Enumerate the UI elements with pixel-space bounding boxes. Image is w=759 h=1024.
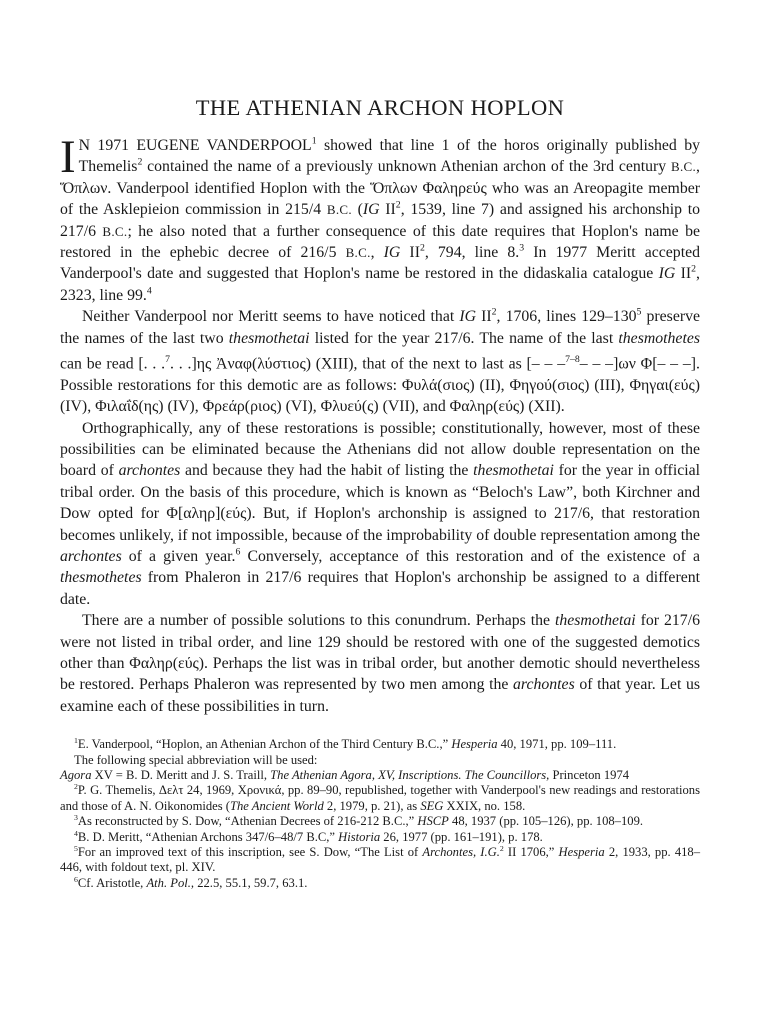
footnote-ref-1: 1 [311, 135, 317, 147]
footnote-ref-2: 2 [137, 157, 143, 169]
footnote-4: $^4$B. D. Meritt, “Athenian Archons 347/6–48/7 B.C,” Historia 26, 1977 (pp. 161–191), p. 178. [74, 828, 543, 844]
footnote-6: $^6$Cf. Aristotle, Ath. Pol., 22.5, 55.1, 59.7, 63.1. [74, 874, 308, 890]
footnote-1: $^1$E. Vanderpool, “Hoplon, an Athenian Archon of the Third Century B.C.,” Hesperia 40, 1971, pp. 109–111. [74, 736, 617, 752]
footnote-ref-5: 5 [636, 306, 642, 318]
footnote-ref-6: 6 [235, 546, 241, 558]
article-title: THE ATHENIAN ARCHON HOPLON [195, 95, 565, 120]
footnotes [60, 737, 700, 891]
footnote-ref-4: 4 [146, 285, 152, 297]
footnote-5: $^5$For an improved text of this inscription, see S. Dow, “The List of Archontes, I.G.$^2$ II 1706,” Hesperia 2, 1933, pp. 418–446, with foldout text, pl. XIV. [60, 843, 701, 875]
footnote-2: $^2$P. G. Themelis, Δελτ 24, 1969, Χρονικά, pp. 89–90, republished, together with Vanderpool's new readings and restorations and those of A. N. Oikonomides (The Ancient World 2, 1979, p. 21), as SEG XXIX, no. 158. [60, 782, 700, 813]
footnote-ref-3: 3 [519, 242, 525, 254]
paragraph-3: Orthographically, any of these restorations is possible; constitutionally, however, most of these possibilities can be eliminated because the Athenians did not allow double representation on the board of archontes and because they had the habit of listing the thesmothetai for the year in official tribal order. On the basis of this procedure, which is known as “Beloch's Law”, both Kirchner and Dow opted for Φ[αληρ](εύς). But, if Hoplon's archonship is assigned to 217/6, that restoration becomes unlikely, if not impossible, because of the improbability of double representation among the archontes of a given year.$^6$ Conversely, acceptance of this restoration and of the existence of a thesmothetes from Phaleron in 217/6 requires that Hoplon's archonship be assigned to a different date. [60, 419, 701, 608]
paragraph-1: I N 1971 EUGENE VANDERPOOL$^1$ showed that line 1 of the horos originally published by Themelis$^2$ contained the name of a previously unknown Athenian archon of the 3rd century B.C., Ὅπλων. Vanderpool identified Hoplon with the Ὅπλων Φαληρεύς who was an Areopagite member of the Asklepieion commission in 215/4 B.C. (IG $II^2$, 1539, line 7) and assigned his archonship to 217/6 B.C.; he also noted that a further consequence of this date requires that Hoplon's name be restored in the ephebic decree of 216/5 B.C., IG $II^2$, 794, line 8.$^3$ In 1977 Meritt accepted Vanderpool's date and suggested that Hoplon's name be restored in the didaskalia catalogue IG $II^2$, 2323, line 99.$^4$ [60, 131, 700, 304]
footnote-1-abbrev-intro: The following special abbreviation will be used: [74, 752, 318, 767]
article [60, 95, 700, 891]
drop-cap: I [60, 131, 76, 183]
footnote-1-abbrev: Agora XV = B. D. Meritt and J. S. Traill, The Athenian Agora, XV, Inscriptions. The Councillors, Princeton 1974 [60, 768, 630, 783]
footnote-3: $^3$As reconstructed by S. Dow, “Athenian Decrees of 216-212 B.C.,” HSCP 48, 1937 (pp. 105–126), pp. 108–109. [74, 813, 644, 829]
paragraph-4: There are a number of possible solutions to this conundrum. Perhaps the thesmothetai for 217/6 were not listed in tribal order, and line 129 should be restored with one of the suggested demotics other than Φαληρ(εύς). Perhaps the list was in tribal order, but another demotic should nevertheless be restored. Perhaps Phaleron was represented by two men among the archontes of that year. Let us examine each of these possibilities in turn. [60, 612, 700, 715]
article-body [60, 131, 701, 717]
paragraph-2: Neither Vanderpool nor Meritt seems to have noticed that IG $II^2$, 1706, lines $129-130^5$ preserve the names of the last two thesmothetai listed for the year 217/6. The name of the last thesmothetes can be read [. . .$^7$. . .]ης Ἀναφ(λύστιος) (XIII), that of the next to last as [– – –$^{7-8}$– – –]ων Φ[– – –]. Possible restorations for this demotic are as follows: Φυλά(σιος) (II), Φηγού(σιος) (III), Φηγαι(εύς) (IV), Φιλαΐδ(ης) (IV), Φρεάρ(ριος) (VI), Φλυεύ(ς) (VII), and Φαληρ(εύς) (XII). [60, 306, 701, 416]
